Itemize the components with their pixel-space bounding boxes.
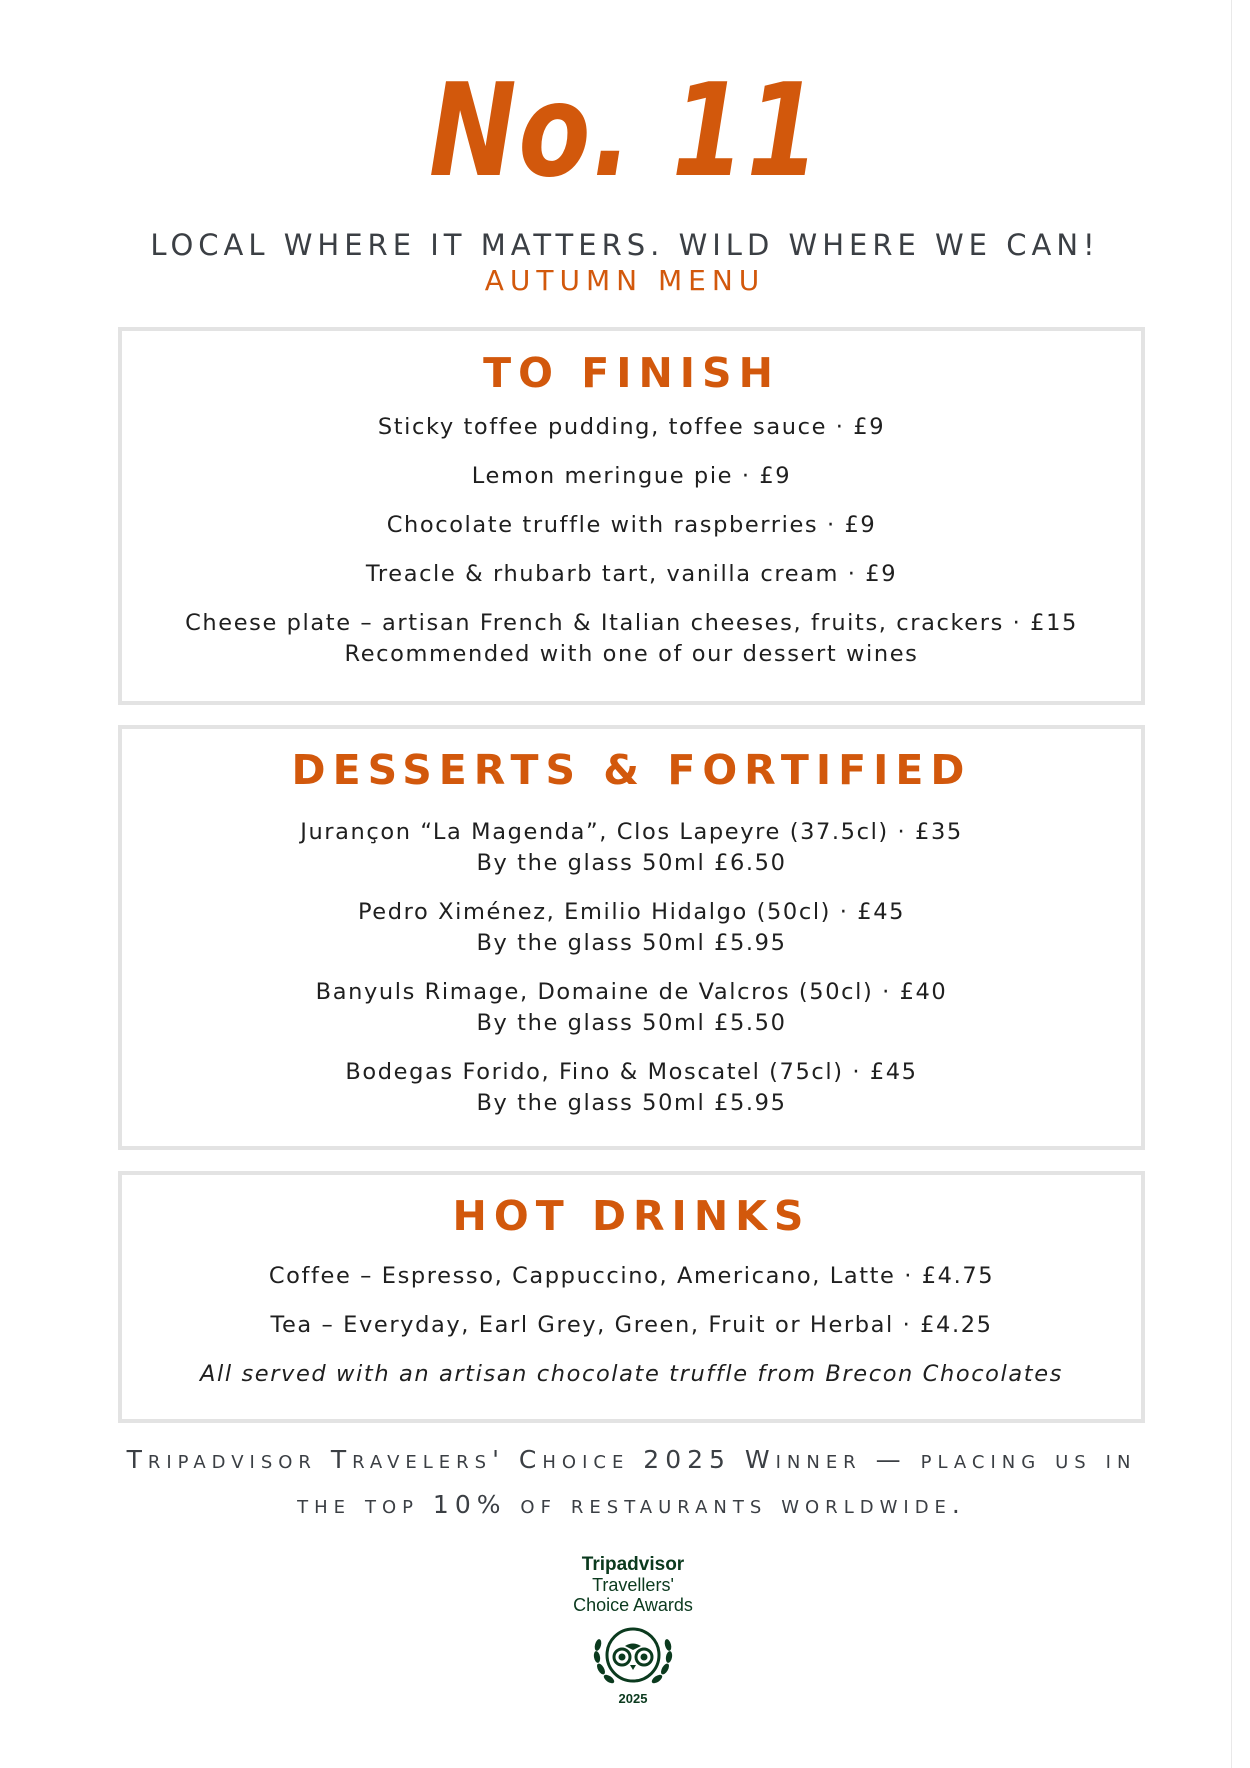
- menu-item: Coffee – Espresso, Cappuccino, Americano, Latte · £4.75: [268, 1263, 995, 1289]
- award-line: Tripadvisor Travelers' Choice 2025 Winner — placing us in: [126, 1445, 1137, 1474]
- wine-glass-price: By the glass 50ml £6.50: [476, 850, 787, 876]
- section-heading: DESSERTS & FORTIFIED: [291, 746, 972, 794]
- section-desserts-fortified: [118, 725, 1145, 1150]
- wine-glass-price: By the glass 50ml £5.95: [476, 930, 787, 956]
- logo-year: 2025: [618, 1691, 648, 1706]
- wine-glass-price: By the glass 50ml £5.95: [476, 1090, 787, 1116]
- wine-name: Banyuls Rimage, Domaine de Valcros (50cl) · £40: [315, 979, 948, 1005]
- menu-item-text: Cheese plate – artisan French & Italian cheeses, fruits, crackers · £15: [185, 610, 1078, 636]
- menu-item: Sticky toffee pudding, toffee sauce · £9: [377, 414, 886, 440]
- wine-name: Bodegas Forido, Fino & Moscatel (75cl) · £45: [345, 1059, 918, 1085]
- wine-list: [122, 817, 1141, 1119]
- menu-item: Treacle & rhubarb tart, vanilla cream · £9: [365, 561, 898, 587]
- menu-list: [122, 412, 1141, 670]
- menu-season: AUTUMN MENU: [484, 264, 766, 297]
- award-statement: [118, 1437, 1145, 1527]
- menu-list: [122, 1261, 1141, 1390]
- logo-brand: Tripadvisor: [581, 1554, 685, 1575]
- menu-item: Lemon meringue pie · £9: [471, 463, 792, 489]
- wine-item: [122, 1057, 1141, 1119]
- section-hot-drinks: [118, 1171, 1145, 1423]
- logo-line: Choice Awards: [573, 1595, 693, 1615]
- wine-glass-price: By the glass 50ml £5.50: [476, 1010, 787, 1036]
- wine-item: [122, 897, 1141, 959]
- menu-item-footnote: Recommended with one of our dessert wines: [344, 641, 919, 667]
- section-to-finish: [118, 327, 1145, 705]
- restaurant-title: No. 11: [428, 57, 822, 206]
- section-heading: TO FINISH: [483, 349, 780, 397]
- wine-item: [122, 977, 1141, 1039]
- wine-name: Pedro Ximénez, Emilio Hidalgo (50cl) · £45: [357, 899, 906, 925]
- tagline: LOCAL WHERE IT MATTERS. WILD WHERE WE CAN!: [150, 228, 1100, 262]
- wine-item: [122, 817, 1141, 879]
- section-heading: HOT DRINKS: [452, 1192, 811, 1240]
- tripadvisor-award-logo: [558, 1555, 708, 1706]
- owl-laurel-icon: [585, 1619, 681, 1693]
- menu-note: All served with an artisan chocolate truffle from Brecon Chocolates: [200, 1361, 1063, 1387]
- logo-line: Travellers': [592, 1575, 674, 1595]
- menu-item: Tea – Everyday, Earl Grey, Green, Fruit or Herbal · £4.25: [270, 1312, 993, 1338]
- wine-name: Jurançon “La Magenda”, Clos Lapeyre (37.5cl) · £35: [300, 819, 963, 845]
- menu-item-cheese-plate: [122, 608, 1141, 670]
- award-line: the top 10% of restaurants worldwide.: [297, 1490, 966, 1519]
- menu-item: Chocolate truffle with raspberries · £9: [386, 512, 877, 538]
